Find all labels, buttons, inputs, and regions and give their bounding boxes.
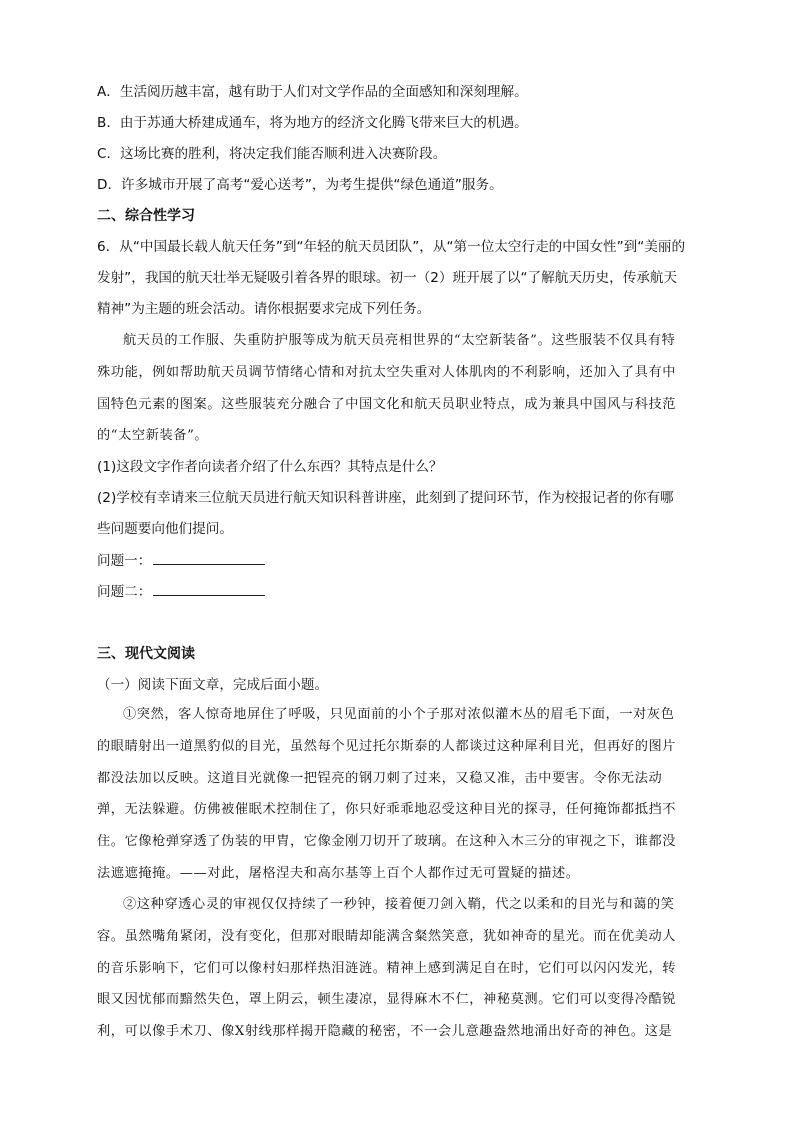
para1-line-3: 都没法加以反映。这道目光就像一把锃亮的钢刀刺了过来，又稳又准，击中要害。令你无法动 bbox=[97, 771, 663, 786]
question-1-label: 问题一： bbox=[97, 553, 152, 569]
q6-line-1: 6．从“中国最长载人航天任务”到“年轻的航天员团队”，从“第一位太空行走的中国女性”到“美丽的 bbox=[97, 239, 686, 255]
task-2-line-1: (2)学校有幸请来三位航天员进行航天知识科普讲座，此刻到了提问环节，作为校报记者的你有哪 bbox=[97, 490, 674, 506]
section2-heading: 二、综合性学习 bbox=[97, 208, 195, 224]
para2-line-4: 眼又因忧郁而黯然失色，罩上阴云，顿生凄凉，显得麻木不仁，神秘莫测。它们可以变得冷酷锐 bbox=[97, 992, 677, 1007]
task-1: (1)这段文字作者向读者介绍了什么东西？其特点是什么？ bbox=[97, 459, 443, 475]
para2-line-5: 利，可以像手术刀、像X射线那样揭开隐藏的秘密，不一会儿意趣盎然地涌出好奇的神色。这是 bbox=[97, 1024, 673, 1039]
question-2-label: 问题二： bbox=[97, 584, 152, 600]
option-d: D．许多城市开展了高考“爱心送考”，为考生提供“绿色通道”服务。 bbox=[97, 177, 503, 193]
passage-line-3: 国特色元素的图案。这些服装充分融合了中国文化和航天员职业特点，成为兼具中国风与科技范 bbox=[97, 397, 677, 412]
para1-line-2: 的眼睛射出一道黑豹似的目光，虽然每个见过托尔斯泰的人都谈过这种犀利目光，但再好的图片 bbox=[97, 739, 677, 754]
question-1-answer-blank[interactable] bbox=[153, 550, 265, 565]
section3-heading: 三、现代文阅读 bbox=[97, 646, 195, 662]
option-b: B．由于苏通大桥建成通车，将为地方的经济文化腾飞带来巨大的机遇。 bbox=[97, 115, 528, 131]
passage-line-2: 殊功能，例如帮助航天员调节情绪心情和对抗太空失重对人体肌肉的不利影响，还加入了具有中 bbox=[97, 365, 677, 380]
q6-line-3: 精神”为主题的班会活动。请你根据要求完成下列任务。 bbox=[97, 301, 431, 317]
option-c: C．这场比赛的胜利，将决定我们能否顺利进入决赛阶段。 bbox=[97, 146, 447, 162]
section3-subheading: （一）阅读下面文章，完成后面小题。 bbox=[97, 677, 329, 693]
para1-line-5: 住。它像枪弹穿透了伪装的甲胄，它像金刚刀切开了玻璃。在这种入木三分的审视之下，谁都没 bbox=[97, 834, 677, 849]
para1-line-4: 弹，无法躲避。仿佛被催眠术控制住了，你只好乖乖地忍受这种目光的探寻，任何掩饰都抵挡不 bbox=[97, 802, 677, 817]
para2-line-3: 的音乐影响下，它们可以像村妇那样热泪涟涟。精神上感到满足自在时，它们可以闪闪发光，转 bbox=[97, 961, 677, 976]
question-2-row bbox=[97, 581, 265, 602]
passage-line-1: 航天员的工作服、失重防护服等成为航天员亮相世界的“太空新装备”。这些服装不仅具有特 bbox=[123, 333, 676, 348]
para2-line-2: 容。虽然嘴角紧闭，没有变化，但那对眼睛却能满含粲然笑意，犹如神奇的星光。而在优美动人 bbox=[97, 929, 677, 944]
para2-line-1: ②这种穿透心灵的审视仅仅持续了一秒钟，接着便刀剑入鞘，代之以柔和的目光与和蔼的笑 bbox=[123, 897, 675, 912]
q6-line-2: 发射”，我国的航天壮举无疑吸引着各界的眼球。初一（2）班开展了以“了解航天历史，传承航天 bbox=[97, 270, 678, 286]
question-1-row bbox=[97, 550, 265, 571]
para1-line-6: 法遮遮掩掩。——对此，屠格涅夫和高尔基等上百个人都作过无可置疑的描述。 bbox=[97, 866, 580, 881]
question-2-answer-blank[interactable] bbox=[153, 581, 265, 596]
para1-line-1: ①突然，客人惊奇地屏住了呼吸，只见面前的小个子那对浓似灌木丛的眉毛下面，一对灰色 bbox=[123, 707, 675, 722]
option-a: A．生活阅历越丰富，越有助于人们对文学作品的全面感知和深刻理解。 bbox=[97, 84, 528, 100]
passage-line-4: 的“太空新装备”。 bbox=[97, 428, 209, 443]
task-2-line-2: 些问题要向他们提问。 bbox=[97, 521, 233, 537]
